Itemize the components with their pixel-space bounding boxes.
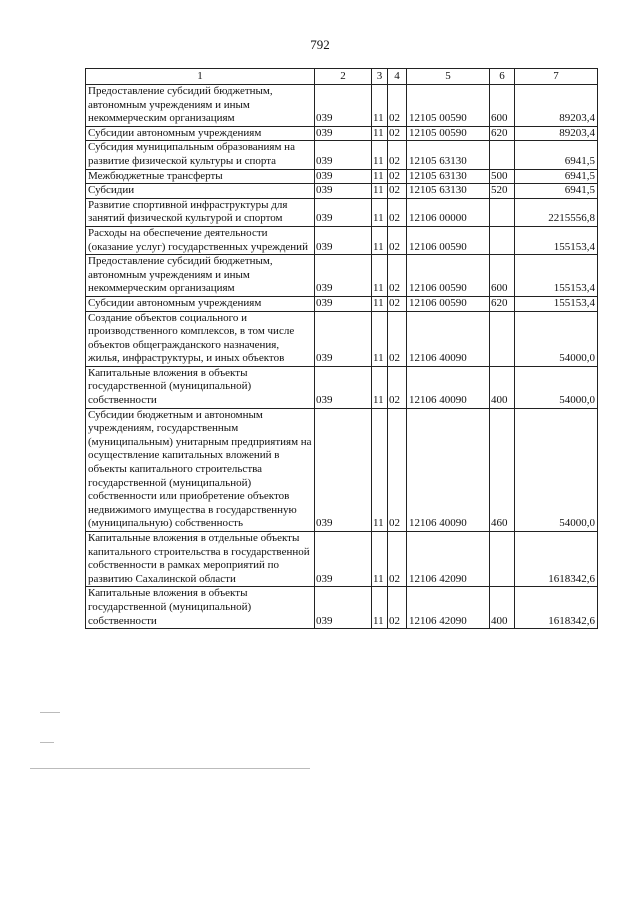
cell-type: 400: [490, 366, 515, 408]
header-col-4: 4: [388, 69, 407, 85]
cell-amount: 1618342,6: [515, 587, 598, 629]
cell-section: 11: [372, 311, 388, 366]
cell-type: 520: [490, 184, 515, 199]
cell-section: 11: [372, 169, 388, 184]
header-col-5: 5: [407, 69, 490, 85]
cell-type: [490, 226, 515, 254]
cell-code: 039: [315, 169, 372, 184]
cell-section: 11: [372, 198, 388, 226]
cell-target: 12106 40090: [407, 366, 490, 408]
cell-target: 12105 00590: [407, 126, 490, 141]
cell-name: Капитальные вложения в отдельные объекты капитального строительства в государственной собственности в рамках мероприятий по развитию Сахалинской области: [86, 532, 315, 587]
cell-subsection: 02: [388, 226, 407, 254]
cell-type: 400: [490, 587, 515, 629]
scan-artifact: [30, 768, 310, 769]
table-row: [86, 226, 598, 254]
cell-type: 600: [490, 85, 515, 127]
cell-code: 039: [315, 126, 372, 141]
cell-amount: 2215556,8: [515, 198, 598, 226]
cell-target: 12106 00590: [407, 255, 490, 297]
cell-code: 039: [315, 226, 372, 254]
cell-type: [490, 532, 515, 587]
cell-name: Капитальные вложения в объекты государственной (муниципальной) собственности: [86, 587, 315, 629]
header-col-2: 2: [315, 69, 372, 85]
cell-subsection: 02: [388, 296, 407, 311]
cell-target: 12106 42090: [407, 587, 490, 629]
cell-section: 11: [372, 366, 388, 408]
cell-amount: 155153,4: [515, 296, 598, 311]
cell-type: [490, 141, 515, 169]
cell-amount: 89203,4: [515, 85, 598, 127]
cell-amount: 6941,5: [515, 141, 598, 169]
table-row: [86, 311, 598, 366]
cell-target: 12106 40090: [407, 408, 490, 531]
cell-name: Субсидии: [86, 184, 315, 199]
cell-code: 039: [315, 587, 372, 629]
cell-section: 11: [372, 587, 388, 629]
cell-target: 12105 63130: [407, 141, 490, 169]
budget-table: [85, 68, 598, 629]
table-row: [86, 184, 598, 199]
cell-section: 11: [372, 141, 388, 169]
header-col-6: 6: [490, 69, 515, 85]
table-row: [86, 366, 598, 408]
cell-section: 11: [372, 226, 388, 254]
cell-amount: 6941,5: [515, 184, 598, 199]
cell-subsection: 02: [388, 85, 407, 127]
table-row: [86, 255, 598, 297]
cell-subsection: 02: [388, 141, 407, 169]
cell-name: Межбюджетные трансферты: [86, 169, 315, 184]
cell-name: Предоставление субсидий бюджетным, автономным учреждениям и иным некоммерческим организациям: [86, 255, 315, 297]
cell-section: 11: [372, 408, 388, 531]
cell-subsection: 02: [388, 587, 407, 629]
cell-type: [490, 198, 515, 226]
cell-name: Субсидия муниципальным образованиям на развитие физической культуры и спорта: [86, 141, 315, 169]
cell-code: 039: [315, 366, 372, 408]
cell-code: 039: [315, 532, 372, 587]
cell-subsection: 02: [388, 126, 407, 141]
cell-target: 12105 00590: [407, 85, 490, 127]
cell-type: 600: [490, 255, 515, 297]
scan-artifact: [40, 712, 60, 713]
cell-section: 11: [372, 85, 388, 127]
header-col-1: 1: [86, 69, 315, 85]
table-row: [86, 169, 598, 184]
cell-target: 12106 00590: [407, 296, 490, 311]
cell-subsection: 02: [388, 169, 407, 184]
cell-subsection: 02: [388, 184, 407, 199]
cell-code: 039: [315, 198, 372, 226]
cell-section: 11: [372, 296, 388, 311]
page-number: 792: [310, 37, 330, 52]
cell-amount: 54000,0: [515, 311, 598, 366]
header-col-7: 7: [515, 69, 598, 85]
cell-target: 12106 00590: [407, 226, 490, 254]
table-row: [86, 408, 598, 531]
cell-section: 11: [372, 255, 388, 297]
cell-amount: 155153,4: [515, 255, 598, 297]
cell-subsection: 02: [388, 532, 407, 587]
cell-type: 500: [490, 169, 515, 184]
cell-target: 12106 42090: [407, 532, 490, 587]
cell-target: 12106 00000: [407, 198, 490, 226]
cell-type: 620: [490, 296, 515, 311]
cell-code: 039: [315, 296, 372, 311]
cell-target: 12106 40090: [407, 311, 490, 366]
cell-name: Развитие спортивной инфраструктуры для занятий физической культурой и спортом: [86, 198, 315, 226]
table-row: [86, 532, 598, 587]
cell-target: 12105 63130: [407, 184, 490, 199]
cell-name: Капитальные вложения в объекты государственной (муниципальной) собственности: [86, 366, 315, 408]
cell-code: 039: [315, 311, 372, 366]
cell-name: Субсидии автономным учреждениям: [86, 126, 315, 141]
cell-amount: 155153,4: [515, 226, 598, 254]
table-row: [86, 85, 598, 127]
header-row: [86, 69, 598, 85]
cell-amount: 6941,5: [515, 169, 598, 184]
cell-code: 039: [315, 408, 372, 531]
table-row: [86, 126, 598, 141]
table-row: [86, 296, 598, 311]
table-row: [86, 141, 598, 169]
cell-subsection: 02: [388, 408, 407, 531]
cell-type: [490, 311, 515, 366]
cell-code: 039: [315, 255, 372, 297]
cell-subsection: 02: [388, 255, 407, 297]
cell-name: Предоставление субсидий бюджетным, автономным учреждениям и иным некоммерческим организациям: [86, 85, 315, 127]
cell-section: 11: [372, 184, 388, 199]
header-col-3: 3: [372, 69, 388, 85]
cell-subsection: 02: [388, 366, 407, 408]
cell-name: Субсидии бюджетным и автономным учреждениям, государственным (муниципальным) унитарным предприятиям на осуществление капитальных вложений в объекты капитального строительства государственной (муниципальной) собственности или приобретение объектов недвижимого имущества в государственную (муниципальную) собственность: [86, 408, 315, 531]
cell-code: 039: [315, 85, 372, 127]
cell-amount: 1618342,6: [515, 532, 598, 587]
cell-code: 039: [315, 184, 372, 199]
cell-type: 620: [490, 126, 515, 141]
cell-amount: 89203,4: [515, 126, 598, 141]
cell-code: 039: [315, 141, 372, 169]
cell-name: Создание объектов социального и производственного комплексов, в том числе объектов общегражданского назначения, жилья, инфраструктуры, и иных объектов: [86, 311, 315, 366]
table-row: [86, 198, 598, 226]
cell-section: 11: [372, 532, 388, 587]
cell-amount: 54000,0: [515, 366, 598, 408]
cell-name: Расходы на обеспечение деятельности (оказание услуг) государственных учреждений: [86, 226, 315, 254]
scan-artifact: [40, 742, 54, 743]
cell-name: Субсидии автономным учреждениям: [86, 296, 315, 311]
cell-target: 12105 63130: [407, 169, 490, 184]
cell-type: 460: [490, 408, 515, 531]
cell-subsection: 02: [388, 198, 407, 226]
cell-subsection: 02: [388, 311, 407, 366]
table-row: [86, 587, 598, 629]
cell-amount: 54000,0: [515, 408, 598, 531]
cell-section: 11: [372, 126, 388, 141]
